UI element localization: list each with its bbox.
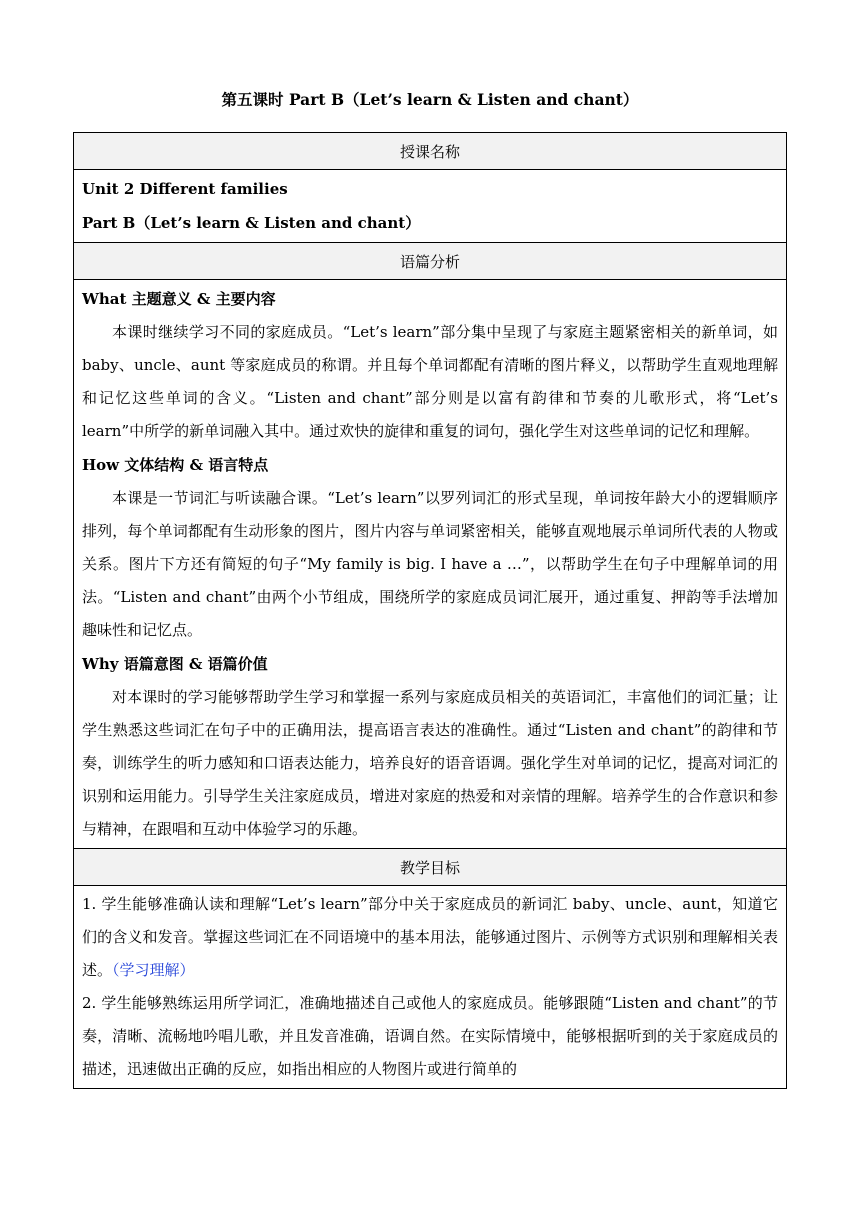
course-name-cell [74,170,787,243]
objective-1-tag: （学习理解） [112,961,195,979]
objective-item-1 [82,888,778,987]
what-heading: What 主题意义 & 主要内容 [82,290,276,308]
analysis-cell [74,280,787,849]
how-paragraph: 本课是一节词汇与听读融合课。“Let’s learn”以罗列词汇的形式呈现，单词按年龄大小的逻辑顺序排列，每个单词都配有生动形象的图片，图片内容与单词紧密相关，能够直观地展示单词所代表的人物或关系。图片下方还有简短的句子“My family is big. I have a …”，以帮助学生在句子中理解单词的用法。“Listen and chant”由两个小节组成，围绕所学的家庭成员词汇展开，通过重复、押韵等手法增加趣味性和记忆点。 [82,489,778,639]
why-paragraph: 对本课时的学习能够帮助学生学习和掌握一系列与家庭成员相关的英语词汇，丰富他们的词汇量；让学生熟悉这些词汇在句子中的正确用法，提高语言表达的准确性。通过“Listen and chant”的韵律和节奏，训练学生的听力感知和口语表达能力，培养良好的语音语调。强化学生对单词的记忆，提高对词汇的识别和运用能力。引导学生关注家庭成员，增进对家庭的热爱和对亲情的理解。培养学生的合作意识和参与精神，在跟唱和互动中体验学习的乐趣。 [82,688,778,838]
course-unit-line: Unit 2 Different families [82,180,288,198]
how-heading: How 文体结构 & 语言特点 [82,456,269,474]
analysis-header: 语篇分析 [74,243,787,280]
course-name-header: 授课名称 [74,133,787,170]
course-part-line: Part B（Let’s learn & Listen and chant） [82,214,421,232]
objectives-cell [74,886,787,1089]
why-heading: Why 语篇意图 & 语篇价值 [82,655,268,673]
page-title: 第五课时 Part B（Let’s learn & Listen and chant） [221,90,639,109]
what-paragraph: 本课时继续学习不同的家庭成员。“Let’s learn”部分集中呈现了与家庭主题紧密相关的新单词，如 baby、uncle、aunt 等家庭成员的称谓。并且每个单词都配有清晰的图片释义，以帮助学生直观地理解和记忆这些单词的含义。“Listen and chant”部分则是以富有韵律和节奏的儿歌形式，将“Let’s learn”中所学的新单词融入其中。通过欢快的旋律和重复的词句，强化学生对这些单词的记忆和理解。 [82,323,778,440]
objective-item-2: 2. 学生能够熟练运用所学词汇，准确地描述自己或他人的家庭成员。能够跟随“Listen and chant”的节奏，清晰、流畅地吟唱儿歌，并且发音准确，语调自然。在实际情境中，能够根据听到的关于家庭成员的描述，迅速做出正确的反应，如指出相应的人物图片或进行简单的 [82,994,778,1078]
lesson-plan-table [73,132,787,1089]
objectives-header: 教学目标 [74,849,787,886]
objective-1-text: 1. 学生能够准确认读和理解“Let’s learn”部分中关于家庭成员的新词汇 baby、uncle、aunt，知道它们的含义和发音。掌握这些词汇在不同语境中的基本用法，能够通过图片、示例等方式识别和理解相关表述。 [82,895,778,979]
